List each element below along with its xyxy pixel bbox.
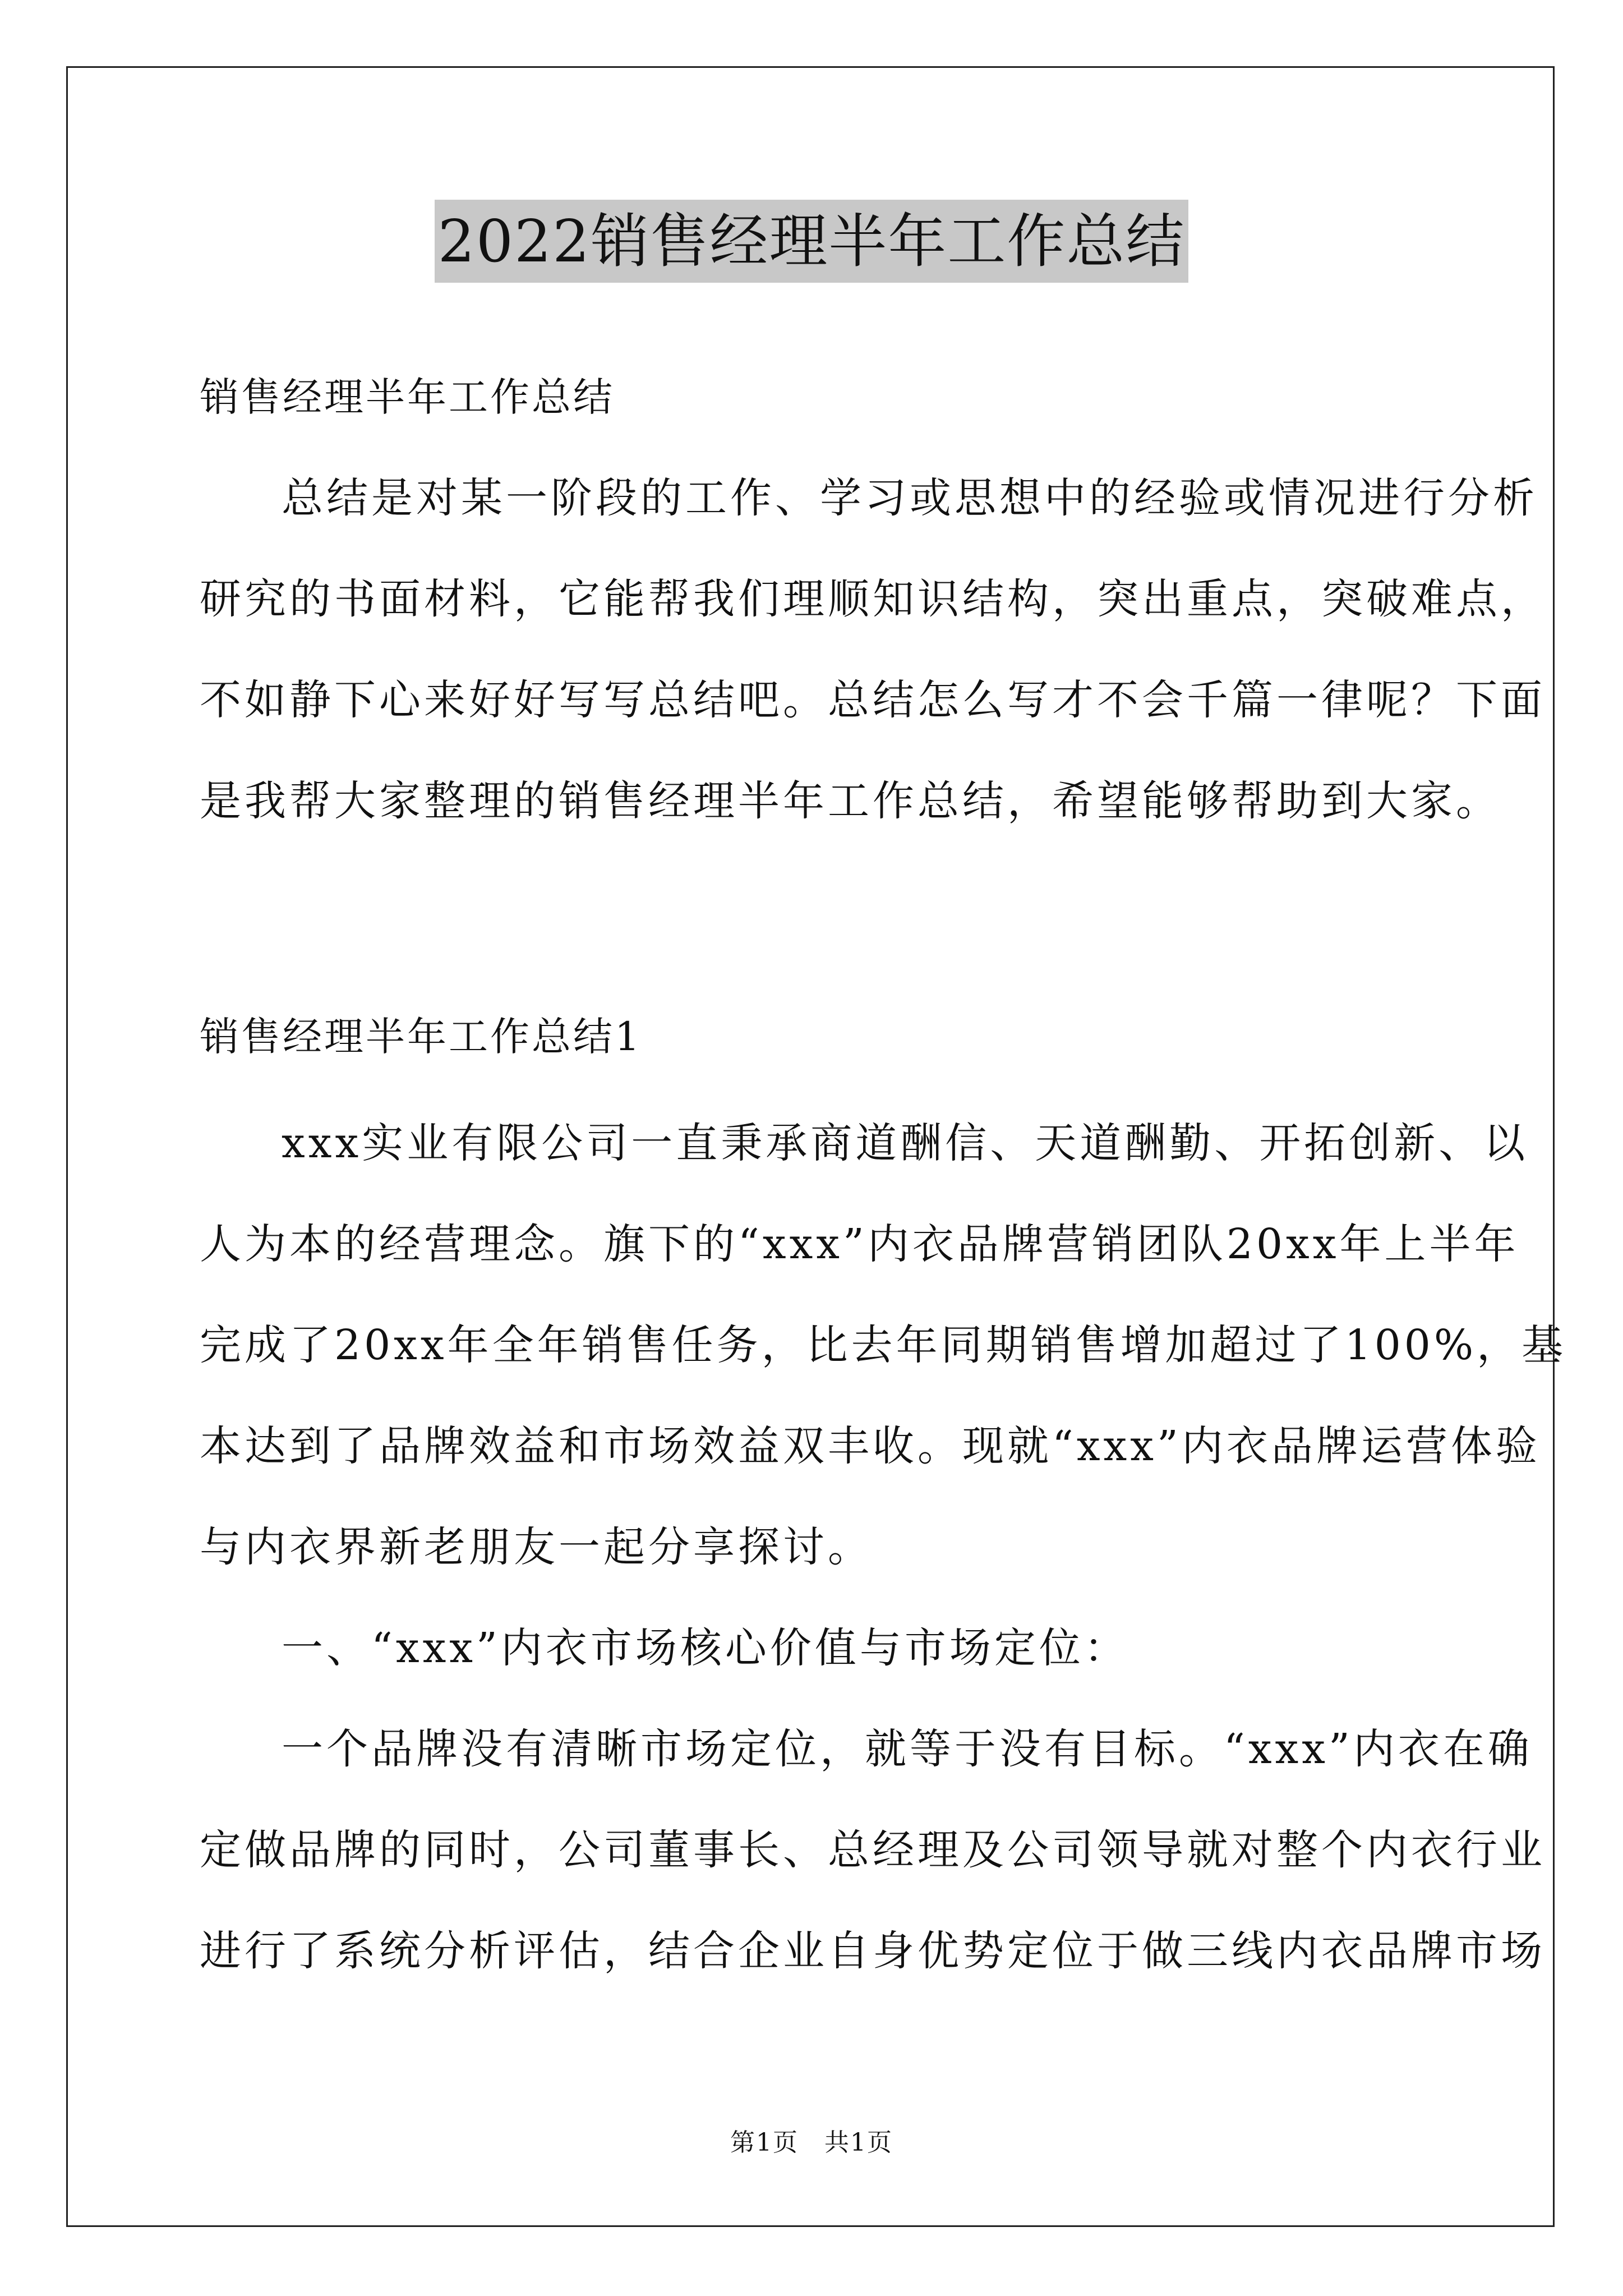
page-footer: 第1页 共1页 xyxy=(730,2128,893,2157)
intro-heading: 销售经理半年工作总结 xyxy=(200,374,615,420)
document-title: 2022销售经理半年工作总结 xyxy=(435,200,1189,283)
section1-paragraph2-line: 进行了系统分析评估，结合企业自身优势定位于做三线内衣品牌市场 xyxy=(200,1927,1546,1975)
section1-subheading: 一、“xxx”内衣市场核心价值与市场定位： xyxy=(282,1624,1129,1672)
section1-paragraph1-line: 与内衣界新老朋友一起分享探讨。 xyxy=(200,1523,873,1571)
section1-paragraph1-line: 人为本的经营理念。旗下的“xxx”内衣品牌营销团队20xx年上半年 xyxy=(200,1220,1519,1268)
section1-paragraph1-line: 完成了20xx年全年销售任务，比去年同期销售增加超过了100%，基 xyxy=(200,1321,1567,1369)
intro-paragraph-line: 总结是对某一阶段的工作、学习或思想中的经验或情况进行分析 xyxy=(282,474,1538,522)
section1-paragraph1-line: xxx实业有限公司一直秉承商道酬信、天道酬勤、开拓创新、以 xyxy=(282,1119,1529,1167)
section1-heading: 销售经理半年工作总结1 xyxy=(200,1014,642,1060)
intro-paragraph-line: 不如静下心来好好写写总结吧。总结怎么写才不会千篇一律呢？下面 xyxy=(200,676,1546,724)
title-wrap xyxy=(0,200,1623,283)
intro-paragraph-line: 是我帮大家整理的销售经理半年工作总结，希望能够帮助到大家。 xyxy=(200,777,1501,825)
section1-paragraph2-line: 定做品牌的同时，公司董事长、总经理及公司领导就对整个内衣行业 xyxy=(200,1826,1546,1874)
section1-paragraph1-line: 本达到了品牌效益和市场效益双丰收。现就“xxx”内衣品牌运营体验 xyxy=(200,1422,1541,1470)
section1-paragraph2-line: 一个品牌没有清晰市场定位，就等于没有目标。“xxx”内衣在确 xyxy=(282,1725,1533,1773)
intro-paragraph-line: 研究的书面材料，它能帮我们理顺知识结构，突出重点，突破难点， xyxy=(200,575,1546,623)
